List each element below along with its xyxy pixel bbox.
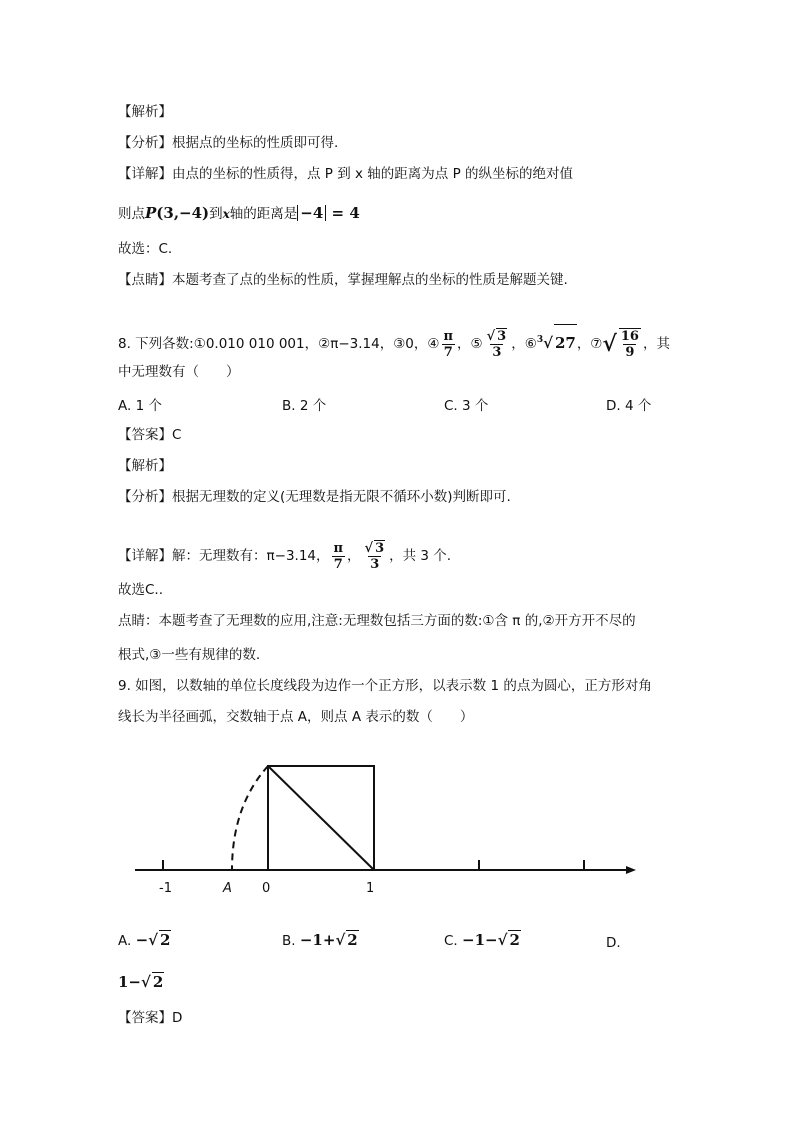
- q8-option-d[interactable]: D. 4 个: [606, 398, 652, 414]
- abs-result: = 4: [331, 204, 360, 222]
- q9-stem-line2: 线长为半径画弧，交数轴于点 A，则点 A 表示的数（ ）: [118, 709, 474, 725]
- q9-answer: 【答案】D: [118, 1010, 183, 1026]
- q8-option-c[interactable]: C. 3 个: [444, 398, 489, 414]
- q8-sep5: ，⑤: [457, 336, 483, 352]
- q8-option-b[interactable]: B. 2 个: [282, 398, 327, 414]
- axis-x: x: [222, 207, 230, 221]
- label-a: A: [223, 881, 232, 896]
- q8-answer: 【答案】C: [118, 427, 182, 443]
- den: 3: [492, 345, 502, 360]
- axis-distance: 轴的距离是: [229, 206, 298, 222]
- q8-sep6: ，⑥: [511, 336, 537, 352]
- q8-stem-tail: ，其: [642, 336, 670, 352]
- label-0: 0: [262, 881, 271, 896]
- q9-option-c[interactable]: [444, 930, 521, 949]
- q9-stem-line1: 9. 如图，以数轴的单位长度线段为边作一个正方形，以表示数 1 的点为圆心，正方形对角: [118, 678, 652, 694]
- option-label: B.: [282, 933, 296, 949]
- option-label: C.: [444, 933, 458, 949]
- choice-statement: 故选：C.: [118, 241, 173, 257]
- option-expr: −1−√ 2: [462, 931, 520, 949]
- analysis-heading: 【解析】: [118, 104, 172, 120]
- label-1: 1: [366, 881, 375, 896]
- den: 3: [370, 557, 380, 572]
- detail-text: 【详解】由点的坐标的性质得，点 P 到 x 轴的距离为点 P 的纵坐标的绝对值: [118, 166, 574, 182]
- q8-sep7: ，⑦: [576, 336, 603, 352]
- q9-option-d-expr: 1−√ 2: [118, 973, 164, 991]
- q9-option-b[interactable]: [282, 930, 359, 949]
- q8-analysis-heading: 【解析】: [118, 458, 172, 474]
- q8-cube-root: $^3$√ 27: [537, 334, 577, 352]
- q9-option-d-label[interactable]: D.: [606, 935, 621, 951]
- q8-option-a[interactable]: A. 1 个: [118, 398, 162, 414]
- prefix: 则点: [118, 206, 145, 222]
- q9-option-a[interactable]: [118, 930, 171, 949]
- label-neg1: -1: [159, 881, 172, 896]
- num: 16: [620, 329, 639, 344]
- q8-stem-start: 8. 下列各数:①0.010 010 001，②π−3.14，③0，④: [118, 336, 440, 352]
- q8-comment-line1: 点睛：本题考查了无理数的应用,注意:无理数包括三方面的数:①含 π 的,②开方开不尽的: [118, 613, 636, 629]
- axis-arrow: [626, 866, 636, 874]
- q8-sqrt-sign: √: [602, 331, 617, 357]
- den: 7: [333, 556, 343, 572]
- q8-choice: 故选C..: [118, 582, 164, 598]
- num: √ 3: [364, 541, 385, 556]
- q8-analysis-text: 【分析】根据无理数的定义(无理数是指无限不循环小数)判断即可.: [118, 489, 511, 505]
- option-expr: −1+√ 2: [299, 931, 358, 949]
- den: 9: [625, 345, 635, 360]
- den: 7: [443, 344, 453, 360]
- point-coords: (3,−4): [156, 204, 210, 222]
- point-p: P: [145, 204, 157, 222]
- num: √ 3: [486, 329, 507, 344]
- option-expr: −√ 2: [135, 931, 171, 949]
- num: π: [443, 328, 453, 344]
- to: 到: [209, 206, 223, 222]
- abs-value: −4: [297, 205, 326, 221]
- option-label: A.: [118, 933, 132, 949]
- comment-text: 【点睛】本题考查了点的坐标的性质，掌握理解点的坐标的性质是解题关键.: [118, 272, 568, 288]
- q8-detail-prefix: 【详解】解：无理数有：π−3.14，: [118, 548, 330, 564]
- q8-stem-line2: 中无理数有（ ）: [118, 364, 240, 380]
- q8-detail-sep: ，: [347, 548, 361, 564]
- analysis-text: 【分析】根据点的坐标的性质即可得.: [118, 135, 339, 151]
- q8-comment-line2: 根式,③一些有规律的数.: [118, 647, 261, 663]
- dashed-arc: [232, 766, 268, 870]
- num: π: [333, 540, 344, 556]
- q8-detail-suffix: ，共 3 个.: [389, 548, 452, 564]
- square-diagonal: [268, 766, 374, 870]
